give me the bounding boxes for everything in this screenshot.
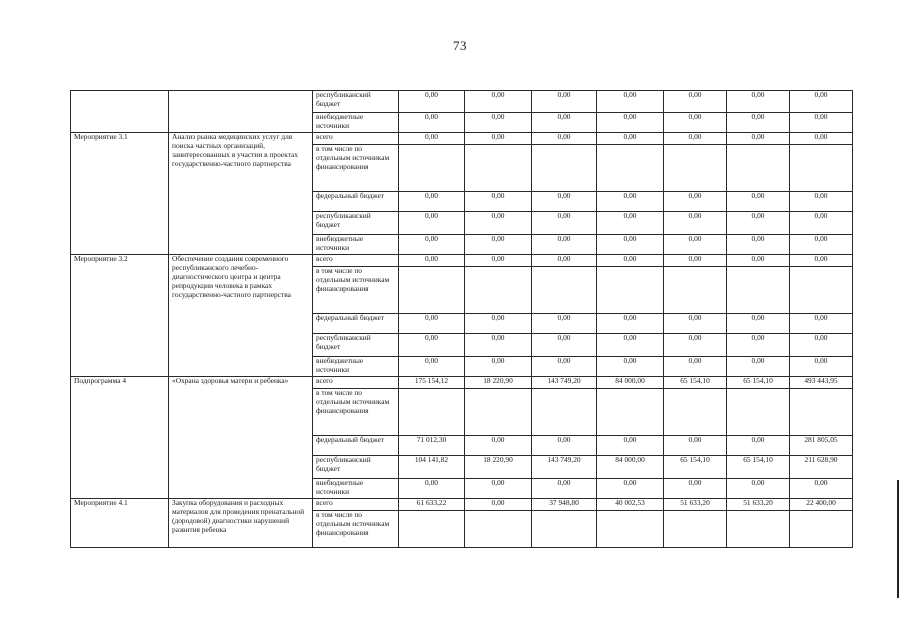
amount-cell: 0,00	[664, 334, 727, 357]
funding-source-cell: внебюджетные источники	[313, 235, 399, 255]
amount-cell: 0,00	[597, 314, 664, 334]
amount-cell: 0,00	[532, 357, 597, 377]
amount-cell: 0,00	[465, 212, 532, 235]
amount-cell: 0,00	[664, 192, 727, 212]
amount-cell: 22 400,00	[790, 499, 853, 511]
funding-source-cell: в том числе по отдельным источникам финансирования	[313, 389, 399, 436]
amount-cell	[597, 145, 664, 192]
amount-cell: 0,00	[597, 113, 664, 133]
amount-cell: 0,00	[664, 133, 727, 145]
amount-cell: 0,00	[465, 357, 532, 377]
amount-cell	[465, 389, 532, 436]
funding-source-cell: республиканский бюджет	[313, 91, 399, 113]
amount-cell: 0,00	[399, 91, 465, 113]
amount-cell	[727, 267, 790, 314]
amount-cell: 0,00	[790, 212, 853, 235]
amount-cell: 65 154,10	[727, 456, 790, 479]
amount-cell: 0,00	[399, 235, 465, 255]
amount-cell	[465, 145, 532, 192]
funding-source-cell: федеральный бюджет	[313, 192, 399, 212]
amount-cell: 0,00	[597, 235, 664, 255]
funding-source-cell: в том числе по отдельным источникам финансирования	[313, 145, 399, 192]
amount-cell: 18 220,90	[465, 456, 532, 479]
measure-title-cell: Обеспечение создания современного республиканского лечебно-диагностического центра и центра репродукции человека в рамках государственно-частного партнерства	[169, 255, 313, 377]
amount-cell: 281 805,05	[790, 436, 853, 456]
amount-cell	[790, 145, 853, 192]
amount-cell: 0,00	[399, 255, 465, 267]
amount-cell: 0,00	[664, 357, 727, 377]
amount-cell: 0,00	[399, 192, 465, 212]
amount-cell: 0,00	[727, 334, 790, 357]
amount-cell: 0,00	[532, 113, 597, 133]
amount-cell	[532, 145, 597, 192]
measure-code-cell	[71, 91, 169, 133]
amount-cell: 0,00	[399, 357, 465, 377]
amount-cell: 0,00	[399, 334, 465, 357]
funding-source-cell: внебюджетные источники	[313, 357, 399, 377]
amount-cell: 0,00	[465, 314, 532, 334]
amount-cell: 51 633,20	[664, 499, 727, 511]
amount-cell: 0,00	[790, 357, 853, 377]
amount-cell	[664, 511, 727, 548]
measure-title-cell: «Охрана здоровья матери и ребенка»	[169, 377, 313, 499]
amount-cell	[532, 389, 597, 436]
measure-title-cell: Закупка оборудования и расходных материалов для проведения пренатальной (дородовой) диагностики нарушений развития ребенка	[169, 499, 313, 548]
table-row	[71, 133, 853, 145]
amount-cell: 0,00	[727, 479, 790, 499]
amount-cell: 65 154,10	[727, 377, 790, 389]
amount-cell: 0,00	[790, 235, 853, 255]
amount-cell: 104 141,82	[399, 456, 465, 479]
amount-cell: 0,00	[664, 255, 727, 267]
amount-cell	[790, 267, 853, 314]
amount-cell: 0,00	[532, 255, 597, 267]
measure-title-cell	[169, 91, 313, 133]
amount-cell: 0,00	[597, 212, 664, 235]
amount-cell	[727, 145, 790, 192]
amount-cell: 0,00	[790, 314, 853, 334]
amount-cell: 0,00	[532, 436, 597, 456]
funding-source-cell: федеральный бюджет	[313, 314, 399, 334]
funding-source-cell: республиканский бюджет	[313, 212, 399, 235]
amount-cell: 0,00	[399, 133, 465, 145]
amount-cell	[664, 389, 727, 436]
scan-edge-mark	[897, 480, 899, 598]
amount-cell: 84 000,00	[597, 456, 664, 479]
amount-cell: 0,00	[597, 357, 664, 377]
amount-cell: 0,00	[790, 334, 853, 357]
amount-cell: 0,00	[532, 212, 597, 235]
amount-cell	[664, 145, 727, 192]
measure-code-cell: Подпрограмма 4	[71, 377, 169, 499]
measure-code-cell: Мероприятие 4.1	[71, 499, 169, 548]
amount-cell	[532, 267, 597, 314]
amount-cell	[399, 145, 465, 192]
amount-cell: 0,00	[597, 255, 664, 267]
amount-cell: 0,00	[532, 133, 597, 145]
amount-cell: 65 154,10	[664, 456, 727, 479]
amount-cell: 0,00	[727, 255, 790, 267]
amount-cell: 71 012,30	[399, 436, 465, 456]
amount-cell: 175 154,12	[399, 377, 465, 389]
amount-cell	[465, 511, 532, 548]
amount-cell: 0,00	[597, 479, 664, 499]
amount-cell: 0,00	[727, 235, 790, 255]
table-row	[71, 377, 853, 389]
amount-cell: 0,00	[727, 436, 790, 456]
funding-source-cell: в том числе по отдельным источникам финансирования	[313, 511, 399, 548]
table-row	[71, 499, 853, 511]
amount-cell	[399, 389, 465, 436]
amount-cell	[727, 389, 790, 436]
amount-cell: 40 002,53	[597, 499, 664, 511]
amount-cell: 0,00	[727, 91, 790, 113]
amount-cell: 0,00	[727, 113, 790, 133]
amount-cell: 0,00	[465, 479, 532, 499]
funding-source-cell: федеральный бюджет	[313, 436, 399, 456]
amount-cell: 211 628,90	[790, 456, 853, 479]
amount-cell: 84 000,00	[597, 377, 664, 389]
amount-cell: 0,00	[465, 91, 532, 113]
page-number: 73	[453, 38, 467, 53]
amount-cell: 0,00	[399, 113, 465, 133]
amount-cell: 0,00	[597, 133, 664, 145]
amount-cell	[790, 511, 853, 548]
amount-cell: 0,00	[790, 192, 853, 212]
amount-cell: 0,00	[399, 212, 465, 235]
amount-cell: 0,00	[465, 499, 532, 511]
table-row	[71, 91, 853, 113]
funding-source-cell: всего	[313, 255, 399, 267]
funding-source-cell: внебюджетные источники	[313, 479, 399, 499]
amount-cell: 0,00	[790, 91, 853, 113]
amount-cell: 0,00	[664, 113, 727, 133]
amount-cell	[790, 389, 853, 436]
amount-cell: 0,00	[664, 479, 727, 499]
amount-cell: 0,00	[532, 314, 597, 334]
amount-cell: 0,00	[399, 314, 465, 334]
table-body	[71, 91, 853, 548]
amount-cell: 143 749,20	[532, 377, 597, 389]
amount-cell: 0,00	[465, 133, 532, 145]
amount-cell: 0,00	[727, 133, 790, 145]
amount-cell	[532, 511, 597, 548]
amount-cell: 0,00	[465, 436, 532, 456]
amount-cell: 143 749,20	[532, 456, 597, 479]
measure-title-cell: Анализ рынка медицинских услуг для поиска частных организаций, заинтересованных в участии в проектах государственно-частного партнерства	[169, 133, 313, 255]
funding-source-cell: всего	[313, 499, 399, 511]
amount-cell: 0,00	[790, 113, 853, 133]
table-row	[71, 255, 853, 267]
amount-cell: 0,00	[597, 91, 664, 113]
amount-cell: 0,00	[532, 235, 597, 255]
amount-cell: 0,00	[465, 235, 532, 255]
amount-cell: 0,00	[532, 91, 597, 113]
amount-cell	[664, 267, 727, 314]
amount-cell: 0,00	[790, 255, 853, 267]
amount-cell: 0,00	[664, 91, 727, 113]
amount-cell: 51 633,20	[727, 499, 790, 511]
funding-source-cell: республиканский бюджет	[313, 456, 399, 479]
amount-cell	[597, 511, 664, 548]
amount-cell: 0,00	[465, 255, 532, 267]
funding-source-cell: в том числе по отдельным источникам финансирования	[313, 267, 399, 314]
amount-cell	[399, 267, 465, 314]
amount-cell: 493 443,95	[790, 377, 853, 389]
amount-cell: 65 154,10	[664, 377, 727, 389]
measure-code-cell: Мероприятие 3.2	[71, 255, 169, 377]
amount-cell: 37 948,80	[532, 499, 597, 511]
amount-cell: 0,00	[727, 192, 790, 212]
budget-table	[70, 90, 853, 548]
amount-cell: 61 633,22	[399, 499, 465, 511]
funding-source-cell: всего	[313, 377, 399, 389]
amount-cell: 0,00	[532, 334, 597, 357]
amount-cell: 0,00	[597, 334, 664, 357]
amount-cell: 0,00	[727, 212, 790, 235]
amount-cell: 0,00	[664, 436, 727, 456]
amount-cell	[465, 267, 532, 314]
amount-cell: 0,00	[465, 113, 532, 133]
amount-cell: 0,00	[597, 436, 664, 456]
funding-source-cell: внебюджетные источники	[313, 113, 399, 133]
amount-cell	[727, 511, 790, 548]
amount-cell	[399, 511, 465, 548]
amount-cell: 0,00	[597, 192, 664, 212]
measure-code-cell: Мероприятие 3.1	[71, 133, 169, 255]
amount-cell: 0,00	[664, 314, 727, 334]
amount-cell	[597, 267, 664, 314]
amount-cell: 0,00	[664, 235, 727, 255]
amount-cell	[597, 389, 664, 436]
amount-cell: 18 220,90	[465, 377, 532, 389]
funding-source-cell: всего	[313, 133, 399, 145]
funding-source-cell: республиканский бюджет	[313, 334, 399, 357]
amount-cell: 0,00	[465, 334, 532, 357]
amount-cell: 0,00	[399, 479, 465, 499]
amount-cell: 0,00	[727, 357, 790, 377]
amount-cell: 0,00	[727, 314, 790, 334]
amount-cell: 0,00	[664, 212, 727, 235]
amount-cell: 0,00	[790, 479, 853, 499]
amount-cell: 0,00	[790, 133, 853, 145]
amount-cell: 0,00	[532, 192, 597, 212]
amount-cell: 0,00	[465, 192, 532, 212]
amount-cell: 0,00	[532, 479, 597, 499]
